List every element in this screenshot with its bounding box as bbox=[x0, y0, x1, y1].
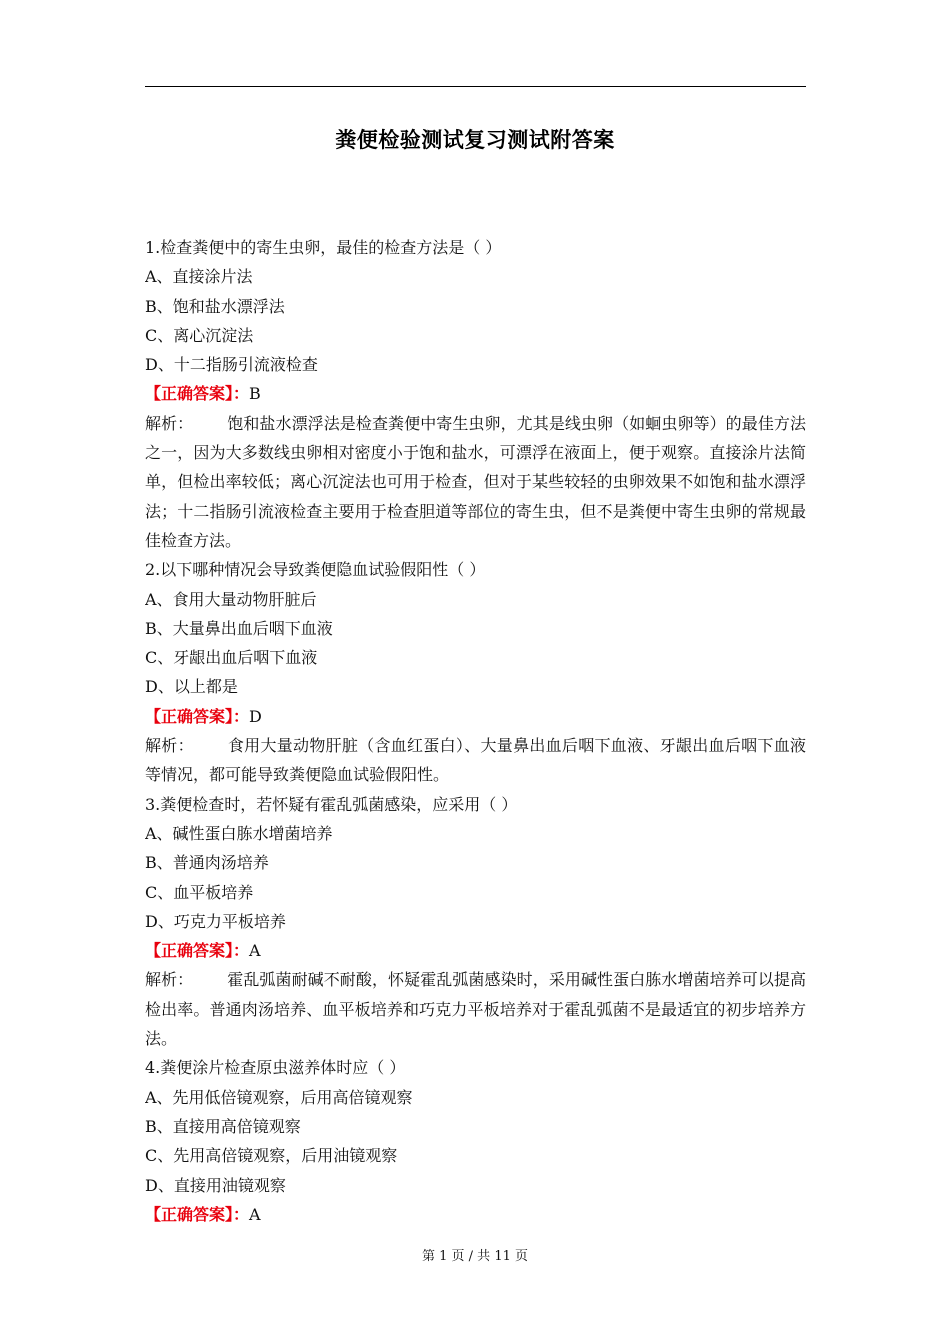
option-a: A、食用大量动物肝脏后 bbox=[145, 589, 317, 609]
explanation-text: 饱和盐水漂浮法是检查粪便中寄生虫卵，尤其是线虫卵（如蛔虫卵等）的最佳方法之一，因为大多数线虫卵相对密度小于饱和盐水，可漂浮在液面上，便于观察。直接涂片法简单，但检出率较低；离心沉淀法也可用于检查，但对于某些较轻的虫卵效果不如饱和盐水漂浮法；十二指肠引流液检查主要用于检查胆道等部位的寄生虫，但不是粪便中寄生虫卵的常规最佳检查方法。 bbox=[145, 413, 806, 550]
option-b: B、饱和盐水漂浮法 bbox=[145, 296, 285, 316]
footer-current-page: 1 bbox=[439, 1249, 448, 1264]
question-stem: 1.检查粪便中的寄生虫卵，最佳的检查方法是（ ） bbox=[145, 238, 502, 257]
footer-suffix: 页 bbox=[515, 1249, 529, 1264]
answer-label: 【正确答案】： bbox=[145, 1204, 250, 1224]
explanation-label: 解析： bbox=[145, 970, 194, 990]
option-d: D、十二指肠引流液检查 bbox=[145, 355, 318, 375]
question-3 bbox=[145, 790, 806, 1054]
question-stem: 2.以下哪种情况会导致粪便隐血试验假阳性（ ） bbox=[145, 560, 486, 580]
option-c: C、离心沉淀法 bbox=[145, 325, 254, 345]
header-rule bbox=[145, 86, 806, 87]
page-title: 粪便检验测试复习测试附答案 bbox=[335, 128, 615, 152]
answer-value: A bbox=[249, 941, 261, 961]
footer-middle: 页 / 共 bbox=[451, 1249, 491, 1264]
explanation bbox=[145, 731, 806, 790]
option-d: D、以上都是 bbox=[145, 677, 238, 697]
question-2 bbox=[145, 555, 806, 789]
explanation-text: 霍乱弧菌耐碱不耐酸，怀疑霍乱弧菌感染时，采用碱性蛋白胨水增菌培养可以提高检出率。普通肉汤培养、血平板培养和巧克力平板培养对于霍乱弧菌不是最适宜的初步培养方法。 bbox=[145, 970, 806, 1049]
footer-prefix: 第 bbox=[421, 1249, 435, 1264]
option-b: B、普通肉汤培养 bbox=[145, 853, 269, 873]
question-list bbox=[145, 233, 806, 1229]
answer-label: 【正确答案】： bbox=[145, 941, 250, 961]
option-d: D、直接用油镜观察 bbox=[145, 1175, 286, 1195]
option-b: B、大量鼻出血后咽下血液 bbox=[145, 618, 333, 638]
answer-label: 【正确答案】： bbox=[145, 706, 250, 726]
explanation bbox=[145, 409, 806, 555]
answer-row bbox=[145, 702, 806, 731]
answer-row bbox=[145, 379, 806, 408]
explanation bbox=[145, 965, 806, 1053]
option-c: C、血平板培养 bbox=[145, 882, 254, 902]
option-a: A、直接涂片法 bbox=[145, 267, 253, 287]
footer-total-pages: 11 bbox=[494, 1249, 511, 1264]
explanation-text: 食用大量动物肝脏（含血红蛋白）、大量鼻出血后咽下血液、牙龈出血后咽下血液等情况，都可能导致粪便隐血试验假阳性。 bbox=[145, 736, 806, 785]
question-stem: 4.粪便涂片检查原虫滋养体时应（ ） bbox=[145, 1058, 406, 1078]
option-a: A、先用低倍镜观察，后用高倍镜观察 bbox=[145, 1087, 413, 1107]
answer-value: B bbox=[249, 384, 261, 404]
question-4 bbox=[145, 1053, 806, 1229]
answer-value: A bbox=[249, 1204, 261, 1224]
question-1 bbox=[145, 233, 806, 555]
answer-label: 【正确答案】： bbox=[145, 384, 250, 404]
option-a: A、碱性蛋白胨水增菌培养 bbox=[145, 823, 333, 843]
answer-row bbox=[145, 936, 806, 965]
option-d: D、巧克力平板培养 bbox=[145, 911, 286, 931]
option-c: C、牙龈出血后咽下血液 bbox=[145, 648, 318, 668]
page-footer bbox=[0, 1245, 950, 1264]
answer-value: D bbox=[249, 706, 262, 726]
explanation-label: 解析： bbox=[145, 736, 194, 756]
option-c: C、先用高倍镜观察，后用油镜观察 bbox=[145, 1146, 398, 1166]
option-b: B、直接用高倍镜观察 bbox=[145, 1116, 301, 1136]
explanation-label: 解析： bbox=[145, 413, 194, 433]
question-stem: 3.粪便检查时，若怀疑有霍乱弧菌感染，应采用（ ） bbox=[145, 794, 518, 814]
answer-row bbox=[145, 1200, 806, 1229]
